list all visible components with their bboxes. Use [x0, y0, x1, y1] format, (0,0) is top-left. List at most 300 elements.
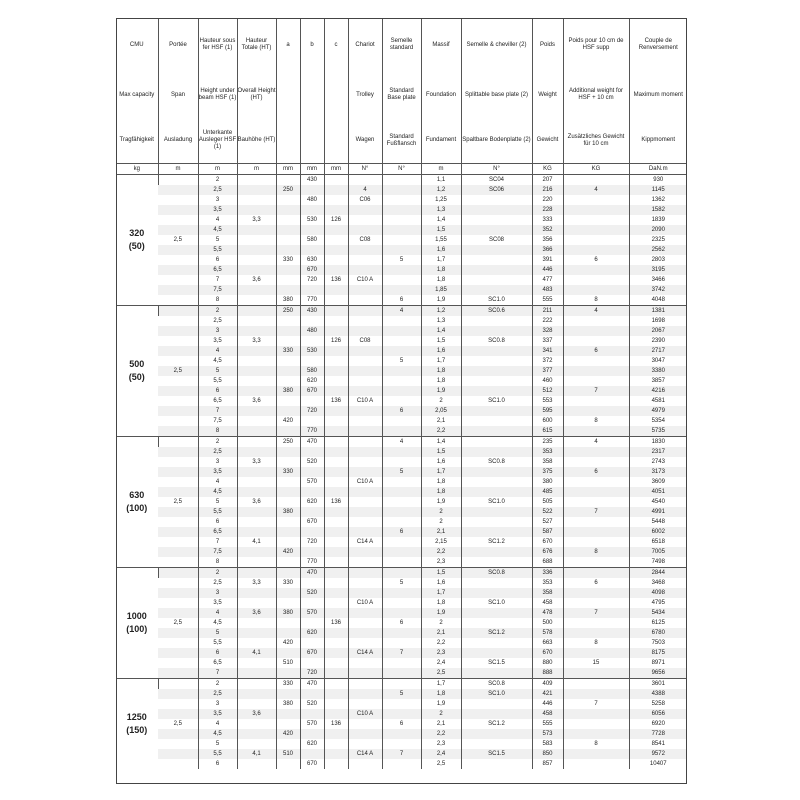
value-cell: 1698	[629, 316, 687, 326]
value-cell: 880	[532, 658, 563, 668]
value-cell: 6	[382, 527, 421, 537]
value-cell: 630	[300, 255, 324, 265]
value-cell: 136	[324, 275, 348, 285]
header-cell: Couple de Renversement	[629, 18, 687, 72]
value-cell	[237, 356, 276, 366]
value-cell: 470	[300, 679, 324, 690]
value-cell: 580	[300, 366, 324, 376]
value-cell	[382, 638, 421, 648]
value-cell: 5	[198, 235, 237, 245]
value-cell	[461, 255, 532, 265]
table-row	[116, 205, 687, 215]
value-cell	[563, 406, 629, 416]
value-cell	[461, 195, 532, 205]
value-cell	[382, 709, 421, 719]
value-cell	[382, 195, 421, 205]
header-cell: kg	[116, 164, 158, 175]
value-cell	[382, 215, 421, 225]
span-cell	[158, 557, 198, 568]
table-row	[116, 557, 687, 568]
value-cell: 2	[421, 709, 461, 719]
value-cell: 250	[276, 306, 300, 317]
value-cell: 5,5	[198, 245, 237, 255]
capacity-group-label: 320 (50)	[116, 175, 158, 306]
value-cell	[324, 537, 348, 547]
value-cell: 3195	[629, 265, 687, 275]
value-cell	[324, 306, 348, 317]
value-cell: 1,7	[421, 255, 461, 265]
value-cell	[461, 709, 532, 719]
value-cell	[324, 285, 348, 295]
table-row	[116, 487, 687, 497]
table-row	[116, 628, 687, 638]
value-cell: 8	[563, 295, 629, 306]
value-cell	[348, 205, 382, 215]
value-cell	[563, 668, 629, 679]
value-cell: 6,5	[198, 527, 237, 537]
value-cell	[461, 759, 532, 769]
value-cell: 358	[532, 457, 563, 467]
value-cell	[324, 527, 348, 537]
value-cell	[461, 326, 532, 336]
value-cell: 512	[532, 386, 563, 396]
header-cell: Trolley	[348, 72, 382, 118]
value-cell	[348, 608, 382, 618]
span-cell	[158, 507, 198, 517]
table-row	[116, 326, 687, 336]
value-cell: 2390	[629, 336, 687, 346]
value-cell	[563, 588, 629, 598]
header-cell: Poids pour 10 cm de HSF supp	[563, 18, 629, 72]
value-cell	[237, 689, 276, 699]
value-cell: 6	[382, 618, 421, 628]
table-row	[116, 185, 687, 195]
value-cell	[276, 336, 300, 346]
value-cell	[324, 356, 348, 366]
value-cell: 6,5	[198, 658, 237, 668]
header-cell: Massif	[421, 18, 461, 72]
value-cell: 446	[532, 699, 563, 709]
value-cell	[563, 477, 629, 487]
value-cell	[382, 588, 421, 598]
span-cell	[158, 527, 198, 537]
value-cell	[237, 598, 276, 608]
value-cell	[348, 356, 382, 366]
value-cell	[461, 588, 532, 598]
value-cell	[237, 265, 276, 275]
value-cell: 6	[563, 467, 629, 477]
value-cell: 3,3	[237, 215, 276, 225]
value-cell	[563, 396, 629, 406]
header-cell: m	[198, 164, 237, 175]
value-cell: 676	[532, 547, 563, 557]
value-cell	[461, 265, 532, 275]
value-cell	[237, 658, 276, 668]
value-cell	[237, 285, 276, 295]
value-cell	[348, 739, 382, 749]
value-cell: 2,5	[198, 689, 237, 699]
value-cell	[300, 336, 324, 346]
value-cell: 600	[532, 416, 563, 426]
value-cell	[461, 346, 532, 356]
value-cell: 2317	[629, 447, 687, 457]
value-cell	[348, 306, 382, 317]
value-cell	[563, 618, 629, 628]
value-cell: 580	[300, 235, 324, 245]
value-cell	[324, 366, 348, 376]
value-cell	[461, 557, 532, 568]
value-cell: 330	[276, 255, 300, 265]
value-cell: 7,5	[198, 416, 237, 426]
value-cell	[348, 175, 382, 186]
value-cell	[382, 316, 421, 326]
span-cell	[158, 709, 198, 719]
value-cell	[237, 205, 276, 215]
value-cell	[348, 225, 382, 235]
value-cell: 3,3	[237, 457, 276, 467]
value-cell	[324, 175, 348, 186]
value-cell	[324, 557, 348, 568]
value-cell: 2,4	[421, 658, 461, 668]
table-row	[116, 245, 687, 255]
capacity-group-label: 1000 (100)	[116, 568, 158, 679]
value-cell	[276, 759, 300, 769]
table-row	[116, 195, 687, 205]
value-cell: 670	[300, 265, 324, 275]
value-cell: 8175	[629, 648, 687, 658]
value-cell: C14 A	[348, 749, 382, 759]
value-cell: 4	[198, 346, 237, 356]
value-cell	[300, 316, 324, 326]
value-cell: 4	[563, 306, 629, 317]
value-cell	[276, 195, 300, 205]
table-row	[116, 517, 687, 527]
value-cell: 2743	[629, 457, 687, 467]
value-cell: 510	[276, 658, 300, 668]
value-cell: SC0.8	[461, 679, 532, 690]
value-cell: 380	[276, 386, 300, 396]
span-cell: 2,5	[173, 236, 182, 243]
span-cell	[158, 739, 198, 749]
table-row	[116, 295, 687, 306]
value-cell: SC1.5	[461, 658, 532, 668]
value-cell: 770	[300, 557, 324, 568]
span-cell	[158, 205, 198, 215]
value-cell	[276, 376, 300, 386]
value-cell: 7	[563, 699, 629, 709]
span-cell	[158, 759, 198, 769]
value-cell	[348, 366, 382, 376]
value-cell: 356	[532, 235, 563, 245]
table-row	[116, 668, 687, 679]
value-cell	[461, 245, 532, 255]
value-cell: SC0.8	[461, 336, 532, 346]
span-cell	[158, 185, 198, 195]
value-cell	[348, 265, 382, 275]
value-cell: 4581	[629, 396, 687, 406]
value-cell	[324, 447, 348, 457]
value-cell	[348, 406, 382, 416]
table-row	[116, 265, 687, 275]
value-cell: 2,3	[421, 648, 461, 658]
header-cell: CMU	[129, 41, 144, 48]
value-cell: SC1.0	[461, 396, 532, 406]
value-cell	[324, 638, 348, 648]
value-cell	[382, 366, 421, 376]
value-cell	[563, 195, 629, 205]
span-cell	[158, 406, 198, 416]
value-cell: 1,9	[421, 699, 461, 709]
value-cell	[563, 719, 629, 729]
value-cell: 520	[300, 457, 324, 467]
span-cell	[158, 437, 198, 448]
value-cell	[276, 366, 300, 376]
value-cell	[237, 235, 276, 245]
value-cell	[461, 275, 532, 285]
value-cell: SC1.0	[461, 598, 532, 608]
value-cell	[237, 185, 276, 195]
value-cell: 5,5	[198, 749, 237, 759]
value-cell: 2,1	[421, 628, 461, 638]
value-cell: C10 A	[348, 477, 382, 487]
value-cell	[237, 437, 276, 448]
span-cell	[158, 457, 198, 467]
value-cell: 3,6	[237, 608, 276, 618]
value-cell: 1,7	[421, 356, 461, 366]
value-cell	[324, 568, 348, 579]
value-cell: 5258	[629, 699, 687, 709]
value-cell	[300, 467, 324, 477]
value-cell: 930	[629, 175, 687, 186]
header-cell: Hauteur sous fer HSF (1)	[198, 18, 237, 72]
span-cell	[158, 195, 198, 205]
value-cell	[324, 608, 348, 618]
span-cell	[158, 225, 198, 235]
value-cell	[382, 537, 421, 547]
table-row	[116, 406, 687, 416]
span-cell: 2,5	[173, 619, 182, 626]
value-cell	[348, 699, 382, 709]
value-cell	[563, 275, 629, 285]
value-cell: 3	[198, 326, 237, 336]
table-row	[116, 638, 687, 648]
value-cell	[300, 205, 324, 215]
value-cell	[461, 668, 532, 679]
value-cell	[300, 689, 324, 699]
span-cell	[158, 588, 198, 598]
value-cell	[237, 406, 276, 416]
header-cell: Height under beam HSF (1)	[198, 72, 237, 118]
value-cell: 1,7	[421, 467, 461, 477]
value-cell: 770	[300, 295, 324, 306]
value-cell: 358	[532, 588, 563, 598]
span-cell	[158, 668, 198, 679]
value-cell: 2	[198, 679, 237, 690]
value-cell: 4	[348, 185, 382, 195]
header-cell	[324, 118, 348, 164]
value-cell: C10 A	[348, 598, 382, 608]
value-cell	[461, 356, 532, 366]
span-cell	[158, 608, 198, 618]
value-cell	[237, 719, 276, 729]
value-cell	[300, 547, 324, 557]
value-cell: 7	[563, 608, 629, 618]
value-cell: 530	[300, 215, 324, 225]
value-cell: 888	[532, 668, 563, 679]
value-cell: 2	[421, 517, 461, 527]
value-cell	[348, 527, 382, 537]
value-cell: 228	[532, 205, 563, 215]
value-cell	[276, 487, 300, 497]
value-cell	[382, 739, 421, 749]
value-cell: 366	[532, 245, 563, 255]
value-cell	[348, 638, 382, 648]
value-cell	[300, 245, 324, 255]
value-cell	[461, 285, 532, 295]
value-cell: 2	[198, 175, 237, 186]
value-cell: 3,6	[237, 275, 276, 285]
value-cell: 4048	[629, 295, 687, 306]
table-row	[116, 467, 687, 477]
value-cell: 7	[198, 275, 237, 285]
value-cell: 8	[198, 426, 237, 437]
table-row	[116, 507, 687, 517]
value-cell	[563, 285, 629, 295]
value-cell: 2,1	[421, 719, 461, 729]
value-cell	[382, 487, 421, 497]
value-cell	[382, 205, 421, 215]
value-cell	[563, 426, 629, 437]
value-cell	[276, 457, 300, 467]
value-cell: 1,5	[421, 336, 461, 346]
value-cell: 4	[198, 719, 237, 729]
table-row	[116, 598, 687, 608]
value-cell: 2,3	[421, 739, 461, 749]
value-cell	[382, 426, 421, 437]
value-cell: 1,8	[421, 487, 461, 497]
value-cell: 6	[198, 255, 237, 265]
value-cell: 6,5	[198, 396, 237, 406]
value-cell: 4	[198, 477, 237, 487]
value-cell: 4	[382, 437, 421, 448]
value-cell	[237, 668, 276, 679]
value-cell: 2	[421, 507, 461, 517]
value-cell	[324, 477, 348, 487]
value-cell	[237, 477, 276, 487]
value-cell	[461, 437, 532, 448]
span-cell	[158, 638, 198, 648]
value-cell: 2803	[629, 255, 687, 265]
value-cell: 1,9	[421, 497, 461, 507]
span-cell	[158, 537, 198, 547]
value-cell: 5	[382, 689, 421, 699]
value-cell	[563, 457, 629, 467]
value-cell	[237, 618, 276, 628]
value-cell: 8	[563, 638, 629, 648]
value-cell: 555	[532, 719, 563, 729]
value-cell: 5,5	[198, 376, 237, 386]
value-cell: 663	[532, 638, 563, 648]
value-cell	[237, 699, 276, 709]
value-cell	[348, 426, 382, 437]
value-cell	[237, 487, 276, 497]
value-cell: 4388	[629, 689, 687, 699]
table-row	[116, 215, 687, 225]
value-cell	[461, 205, 532, 215]
value-cell	[324, 507, 348, 517]
value-cell	[563, 326, 629, 336]
value-cell: 8971	[629, 658, 687, 668]
table-row	[116, 316, 687, 326]
header-cell: Ausladung	[158, 118, 198, 164]
value-cell: SC04	[461, 175, 532, 186]
header-cell: mm	[300, 164, 324, 175]
value-cell	[324, 709, 348, 719]
value-cell: 333	[532, 215, 563, 225]
value-cell: 2,2	[421, 638, 461, 648]
value-cell	[348, 578, 382, 588]
value-cell: 1,4	[421, 215, 461, 225]
value-cell	[382, 225, 421, 235]
span-cell	[158, 517, 198, 527]
header-cell: N°	[461, 164, 532, 175]
value-cell	[382, 547, 421, 557]
value-cell	[237, 739, 276, 749]
value-cell: 222	[532, 316, 563, 326]
value-cell: 136	[324, 719, 348, 729]
value-cell	[300, 487, 324, 497]
value-cell	[382, 699, 421, 709]
value-cell	[237, 245, 276, 255]
value-cell	[324, 487, 348, 497]
value-cell: 5	[382, 467, 421, 477]
value-cell: C08	[348, 336, 382, 346]
value-cell	[461, 447, 532, 457]
value-cell: 620	[300, 628, 324, 638]
value-cell: 8541	[629, 739, 687, 749]
value-cell	[276, 235, 300, 245]
header-cell	[276, 72, 300, 118]
value-cell	[300, 507, 324, 517]
table-row	[116, 648, 687, 658]
value-cell: 485	[532, 487, 563, 497]
table-row	[116, 255, 687, 265]
value-cell	[324, 195, 348, 205]
value-cell	[324, 225, 348, 235]
header-cell: Spaltbare Bodenplatte (2)	[461, 118, 532, 164]
value-cell: 336	[532, 568, 563, 579]
value-cell: 4540	[629, 497, 687, 507]
value-cell: 527	[532, 517, 563, 527]
span-cell	[158, 547, 198, 557]
value-cell	[237, 346, 276, 356]
value-cell	[324, 547, 348, 557]
value-cell: 2,5	[421, 759, 461, 769]
value-cell: 4795	[629, 598, 687, 608]
value-cell	[324, 386, 348, 396]
header-cell: Portée	[158, 18, 198, 72]
value-cell	[382, 386, 421, 396]
value-cell: 857	[532, 759, 563, 769]
value-cell	[324, 648, 348, 658]
value-cell: SC06	[461, 185, 532, 195]
value-cell: 1,8	[421, 275, 461, 285]
value-cell	[276, 568, 300, 579]
value-cell: 1145	[629, 185, 687, 195]
value-cell: 380	[276, 295, 300, 306]
header-cell: a	[276, 18, 300, 72]
crane-spec-sheet	[116, 18, 687, 784]
